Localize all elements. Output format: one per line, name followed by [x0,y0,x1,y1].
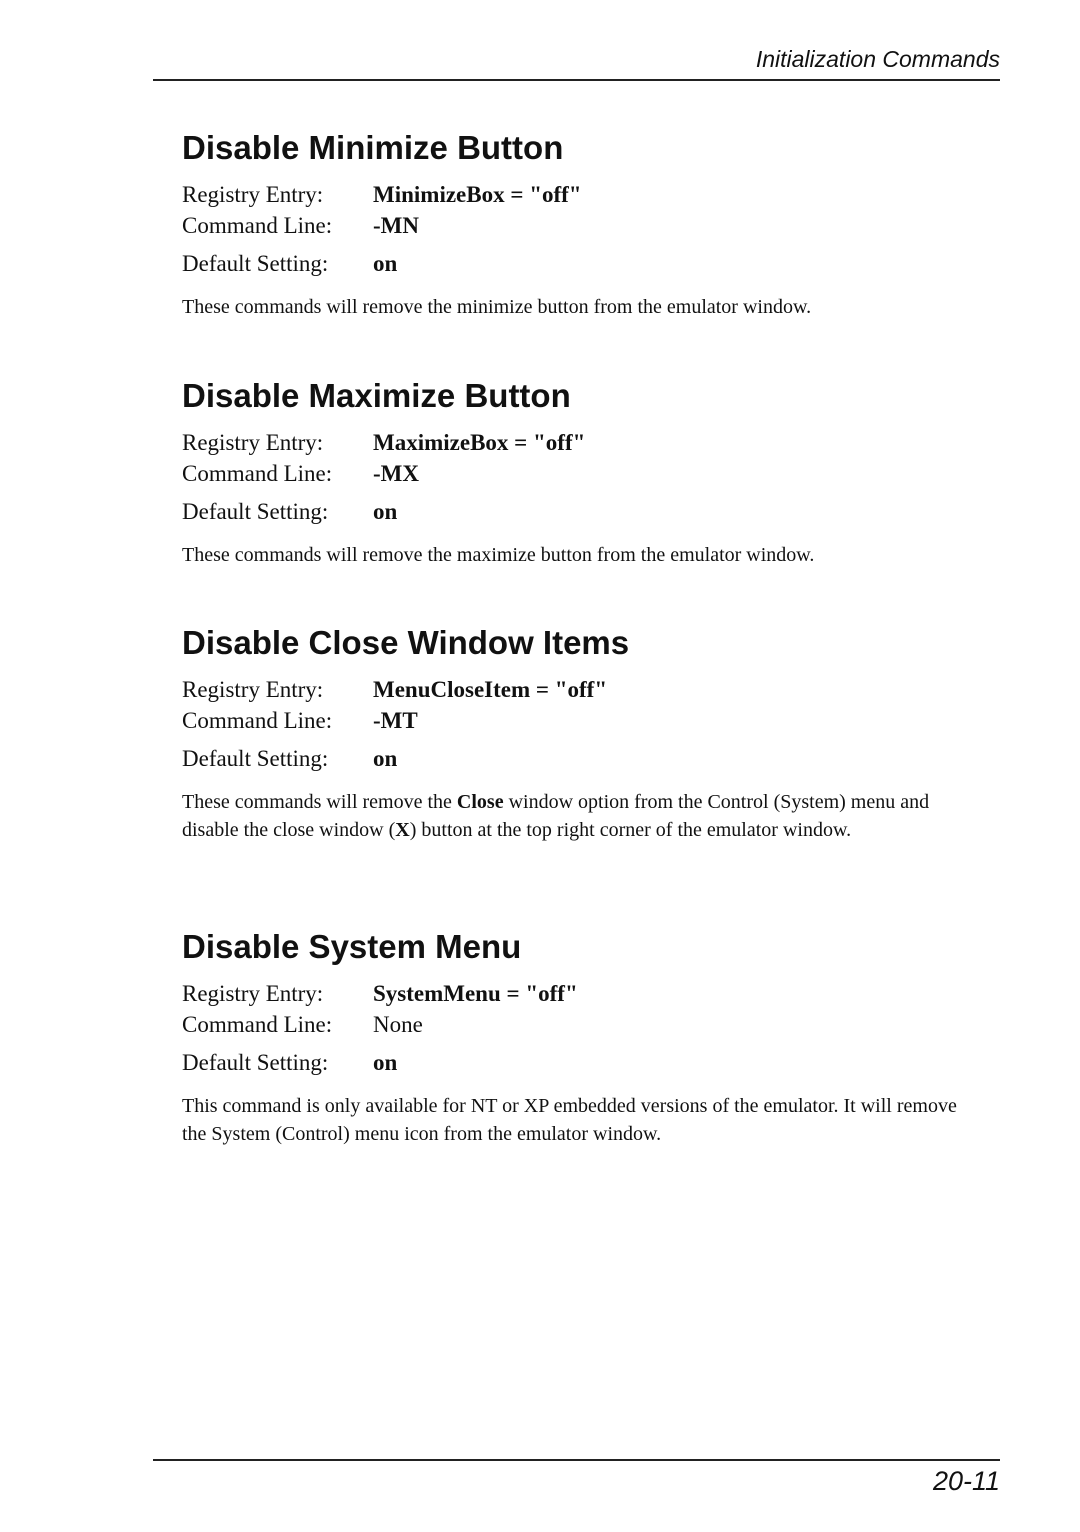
default-setting-value: on [373,746,398,771]
registry-entry-label: Registry Entry: [182,981,324,1006]
section-title: Disable Minimize Button [182,129,564,166]
command-line-label: Command Line: [182,708,333,733]
default-setting-label: Default Setting: [182,746,329,771]
command-line-label: Command Line: [182,213,333,238]
section-disable-minimize [182,128,972,321]
default-setting-label: Default Setting: [182,1050,329,1075]
section-description: This command is only available for NT or XP embedded versions of the emulator. It will remove the System (Control) menu icon from the emulator window. [182,1095,957,1145]
section-disable-close-window [182,623,972,844]
default-setting-row [182,248,972,279]
section-description [182,788,972,844]
command-line-row [182,458,972,489]
registry-entry-value: SystemMenu = "off" [373,981,578,1006]
description-text: ) button at the top right corner of the emulator window. [409,819,852,841]
command-line-label: Command Line: [182,1012,333,1037]
description-text: window option from the Control (System) menu and disable the close window ( [182,791,930,841]
command-line-value: -MN [373,213,419,238]
running-header: Initialization Commands [755,46,1000,72]
registry-entry-row [182,978,972,1009]
command-line-row [182,1009,972,1040]
registry-entry-label: Registry Entry: [182,430,324,455]
description-text: These commands will remove the [182,791,457,813]
command-line-row [182,705,972,736]
default-setting-row [182,743,972,774]
x-keyword: X [395,819,410,841]
registry-entry-value: MenuCloseItem = "off" [373,677,608,702]
default-setting-value: on [373,499,398,524]
default-setting-row [182,1047,972,1078]
footer-rule [153,1459,1000,1461]
registry-entry-value: MaximizeBox = "off" [373,430,586,455]
close-keyword: Close [456,791,504,813]
page-number: 20-11 [932,1466,1000,1496]
default-setting-label: Default Setting: [182,251,329,276]
registry-entry-row [182,674,972,705]
section-title: Disable Close Window Items [182,624,630,661]
registry-entry-value: MinimizeBox = "off" [373,182,582,207]
section-description: These commands will remove the maximize button from the emulator window. [182,544,815,566]
command-line-value: -MX [373,461,419,486]
command-line-value: -MT [373,708,418,733]
command-line-row [182,210,972,241]
header-rule [153,79,1000,81]
default-setting-label: Default Setting: [182,499,329,524]
default-setting-value: on [373,1050,398,1075]
command-line-label: Command Line: [182,461,333,486]
registry-entry-label: Registry Entry: [182,677,324,702]
section-title: Disable Maximize Button [182,377,571,414]
section-disable-system-menu [182,927,972,1148]
section-description: These commands will remove the minimize button from the emulator window. [182,296,812,318]
registry-entry-label: Registry Entry: [182,182,324,207]
default-setting-value: on [373,251,398,276]
section-disable-maximize [182,376,972,569]
registry-entry-row [182,179,972,210]
section-title: Disable System Menu [182,928,522,965]
default-setting-row [182,496,972,527]
registry-entry-row [182,427,972,458]
command-line-value: None [373,1012,423,1037]
